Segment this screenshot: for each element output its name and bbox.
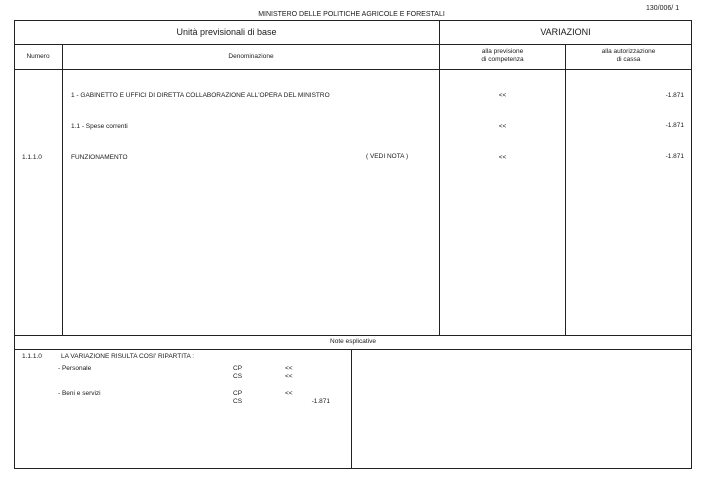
column-header-denominazione: Denominazione (228, 53, 274, 60)
notes-ref: 1.1.1.0 (22, 353, 42, 360)
column-header-cassa-1: alla autorizzazione (601, 48, 656, 55)
row-denominazione: 1.1 - Spese correnti (71, 123, 128, 130)
column-header-competenza-2: di competenza (481, 56, 524, 63)
note-cp-value: << (285, 390, 293, 397)
row-competenza: << (498, 154, 507, 161)
row-denominazione: 1 - GABINETTO E UFFICI DI DIRETTA COLLABORAZIONE ALL'OPERA DEL MINISTRO (71, 92, 330, 99)
note-cs-label: CS (233, 398, 243, 405)
row-competenza: << (498, 123, 507, 130)
notes-text: LA VARIAZIONE RISULTA COSI' RIPARTITA : (61, 353, 195, 360)
column-header-cassa-2: di cassa (616, 56, 641, 63)
row-numero: 1.1.1.0 (22, 154, 42, 161)
note-item-label: - Beni e servizi (58, 390, 101, 397)
ministry-title: MINISTERO DELLE POLITICHE AGRICOLE E FORESTALI (258, 11, 445, 18)
row-cassa: -1.871 (665, 92, 684, 99)
note-cs-value: -1.871 (311, 398, 330, 405)
row-denominazione: FUNZIONAMENTO (71, 154, 128, 161)
note-cs-value: << (285, 373, 293, 380)
row-competenza: << (498, 92, 507, 99)
row-nota: ( VEDI NOTA ) (366, 153, 409, 160)
page-code: 130/006/ 1 (646, 5, 680, 12)
group-header-variazioni: VARIAZIONI (540, 27, 591, 37)
note-cp-label: CP (233, 365, 243, 372)
note-cs-label: CS (233, 373, 243, 380)
group-header-upb: Unità previsionali di base (176, 27, 277, 37)
column-header-competenza-1: alla previsione (481, 48, 524, 55)
row-cassa: -1.871 (665, 122, 684, 129)
note-item-label: - Personale (58, 365, 92, 372)
note-cp-value: << (285, 365, 293, 372)
note-cp-label: CP (233, 390, 243, 397)
column-header-numero: Numero (26, 53, 50, 60)
notes-title: Note esplicative (330, 338, 376, 345)
row-cassa: -1.871 (665, 153, 684, 160)
